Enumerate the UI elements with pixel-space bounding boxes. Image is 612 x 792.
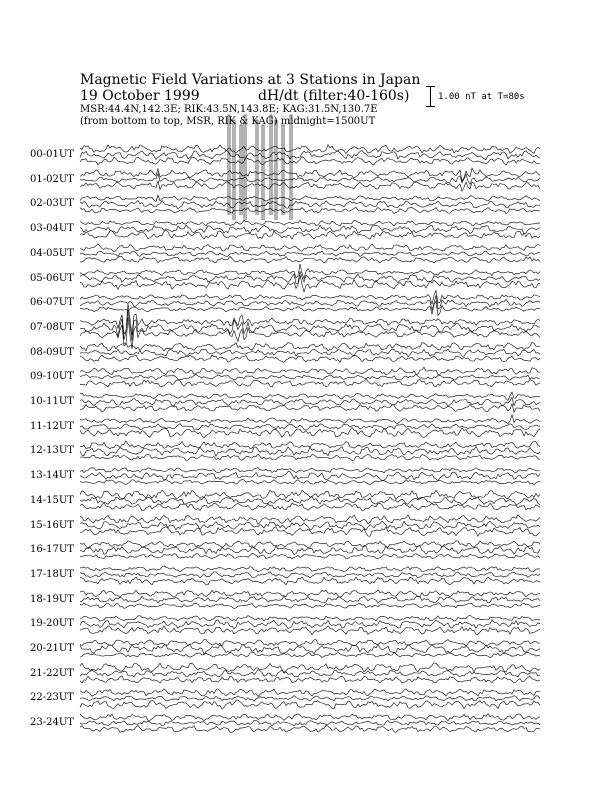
trace-msr-09-10UT — [80, 379, 540, 387]
trace-kag-15-16UT — [80, 515, 540, 525]
station-order-note: (from bottom to top, MSR, RIK & KAG) midnight=1500UT — [80, 116, 376, 127]
trace-rik-08-09UT — [80, 349, 540, 357]
trace-rik-02-03UT — [80, 201, 540, 209]
trace-msr-12-13UT — [80, 454, 540, 461]
trace-msr-08-09UT — [80, 355, 540, 362]
trace-msr-19-20UT — [80, 626, 540, 635]
trace-rik-01-02UT — [80, 173, 540, 184]
trace-kag-08-09UT — [80, 342, 540, 351]
trace-kag-11-12UT — [80, 415, 540, 424]
trace-rik-14-15UT — [80, 497, 540, 505]
hour-label: 06-07UT — [30, 297, 74, 309]
trace-kag-09-10UT — [80, 367, 540, 375]
hour-label: 08-09UT — [30, 346, 74, 358]
trace-rik-15-16UT — [80, 521, 540, 530]
trace-kag-05-06UT — [80, 264, 540, 278]
trace-msr-14-15UT — [80, 503, 540, 511]
trace-kag-22-23UT — [80, 689, 540, 697]
hour-label: 21-22UT — [30, 667, 74, 679]
trace-rik-00-01UT — [80, 151, 540, 160]
trace-kag-04-05UT — [80, 244, 540, 252]
trace-kag-18-19UT — [80, 590, 540, 598]
hour-label: 18-19UT — [30, 593, 74, 605]
chart-quantity: dH/dt (filter:40-160s) — [258, 88, 410, 104]
hour-label: 07-08UT — [30, 321, 74, 333]
trace-msr-15-16UT — [80, 527, 540, 537]
hour-label: 23-24UT — [30, 717, 74, 729]
hour-label: 16-17UT — [30, 544, 74, 556]
trace-msr-22-23UT — [80, 700, 540, 709]
trace-rik-19-20UT — [80, 620, 540, 629]
trace-msr-04-05UT — [80, 256, 540, 263]
trace-msr-16-17UT — [80, 553, 540, 558]
trace-msr-00-01UT — [80, 157, 540, 165]
spike-artifact — [290, 115, 292, 220]
hour-label: 01-02UT — [30, 173, 74, 185]
spike-artifact — [282, 125, 284, 215]
trace-kag-10-11UT — [80, 392, 540, 401]
trace-kag-12-13UT — [80, 441, 540, 449]
trace-msr-23-24UT — [80, 725, 540, 732]
spike-artifact — [244, 115, 246, 220]
trace-kag-21-22UT — [80, 663, 540, 673]
spike-artifact — [240, 125, 242, 215]
trace-msr-20-21UT — [80, 652, 540, 657]
trace-rik-04-05UT — [80, 251, 540, 257]
spike-artifact — [233, 120, 235, 220]
trace-rik-18-19UT — [80, 596, 540, 603]
trace-rik-10-11UT — [80, 397, 540, 406]
chart-date: 19 October 1999 — [80, 88, 200, 104]
trace-kag-19-20UT — [80, 615, 540, 621]
hour-label: 17-18UT — [30, 568, 74, 580]
trace-kag-02-03UT — [80, 195, 540, 202]
hour-label: 04-05UT — [30, 247, 74, 259]
trace-rik-05-06UT — [80, 271, 540, 284]
trace-rik-20-21UT — [80, 644, 540, 654]
trace-kag-23-24UT — [80, 714, 540, 721]
trace-msr-11-12UT — [80, 428, 540, 438]
trace-rik-09-10UT — [80, 374, 540, 380]
trace-rik-23-24UT — [80, 720, 540, 726]
trace-rik-11-12UT — [80, 424, 540, 430]
spike-artifact — [256, 120, 258, 215]
trace-rik-07-08UT — [80, 310, 540, 341]
trace-msr-21-22UT — [80, 676, 540, 683]
scale-label: 1.00 nT at T=80s — [438, 92, 525, 102]
chart-title: Magnetic Field Variations at 3 Stations in Japan — [80, 72, 421, 88]
hour-label: 09-10UT — [30, 371, 74, 383]
station-coordinates: MSR:44.4N,142.3E; RIK:43.5N,143.8E; KAG:31.5N,130.7E — [80, 104, 378, 115]
trace-rik-17-18UT — [80, 572, 540, 578]
hour-label: 03-04UT — [30, 223, 74, 235]
trace-msr-17-18UT — [80, 577, 540, 585]
trace-msr-13-14UT — [80, 480, 540, 485]
trace-kag-00-01UT — [80, 145, 540, 154]
trace-msr-18-19UT — [80, 603, 540, 609]
spike-artifact — [270, 115, 272, 215]
trace-kag-16-17UT — [80, 541, 540, 548]
hour-label: 02-03UT — [30, 198, 74, 210]
spike-artifact — [228, 115, 230, 215]
hour-label: 22-23UT — [30, 692, 74, 704]
hour-label: 05-06UT — [30, 272, 74, 284]
hour-label: 19-20UT — [30, 618, 74, 630]
hour-label: 00-01UT — [30, 149, 74, 160]
hour-label: 15-16UT — [30, 519, 74, 531]
trace-kag-20-21UT — [80, 640, 540, 647]
trace-rik-13-14UT — [80, 472, 540, 481]
hour-label: 20-21UT — [30, 643, 74, 654]
trace-rik-21-22UT — [80, 670, 540, 677]
hour-label: 13-14UT — [30, 470, 74, 482]
hour-label: 14-15UT — [30, 494, 74, 506]
trace-kag-13-14UT — [80, 468, 540, 473]
spike-artifact — [275, 120, 277, 220]
trace-kag-03-04UT — [80, 220, 540, 226]
hour-label: 11-12UT — [30, 420, 74, 432]
hour-label: 12-13UT — [30, 445, 74, 457]
trace-msr-02-03UT — [80, 207, 540, 213]
trace-rik-22-23UT — [80, 696, 540, 702]
trace-msr-07-08UT — [80, 317, 540, 349]
hour-label: 10-11UT — [30, 396, 74, 407]
trace-kag-17-18UT — [80, 566, 540, 572]
trace-msr-03-04UT — [80, 230, 540, 239]
trace-rik-03-04UT — [80, 225, 540, 234]
trace-msr-10-11UT — [80, 404, 540, 412]
